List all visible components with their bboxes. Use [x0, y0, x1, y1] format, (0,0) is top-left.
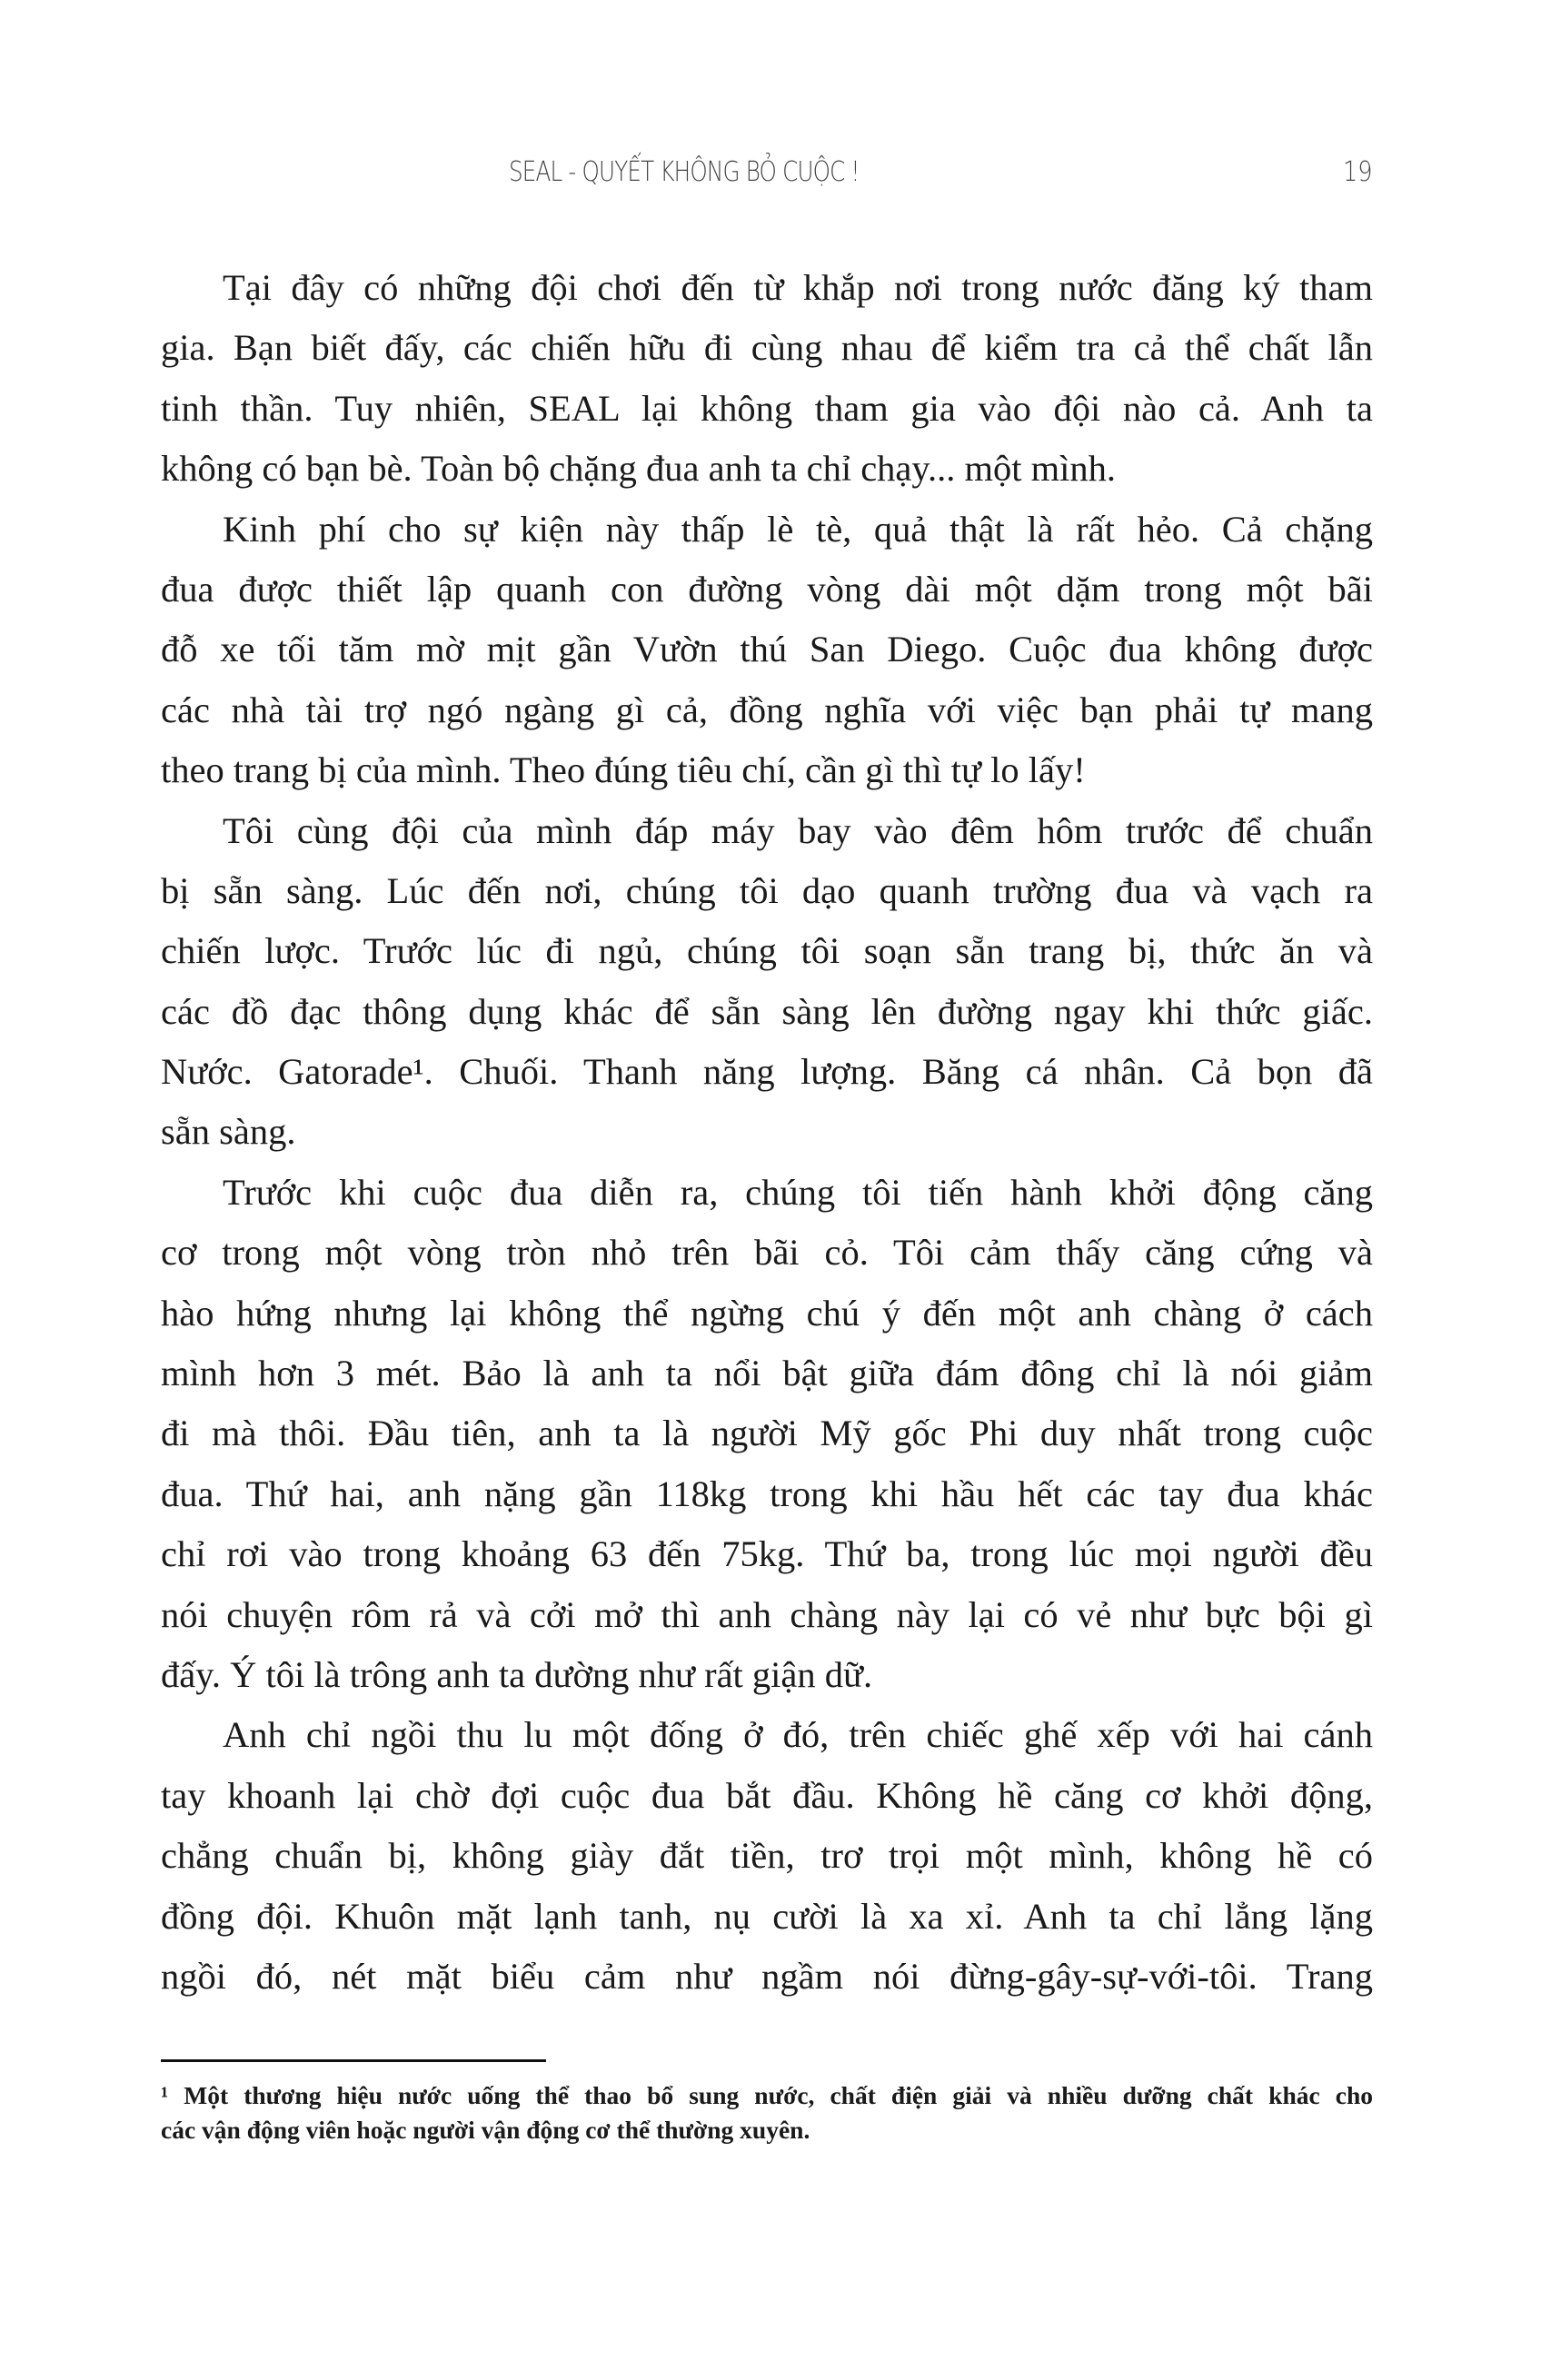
text-line: tay khoanh lại chờ đợi cuộc đua bắt đầu. Không hề căng cơ khởi động,	[161, 1774, 1373, 1816]
text-line: ngồi đó, nét mặt biểu cảm như ngầm nói đừng-gây-sự-với-tôi. Trang	[161, 1955, 1373, 1997]
footnote	[161, 2078, 1373, 2147]
text-line: theo trang bị của mình. Theo đúng tiêu chí, cần gì thì tự lo lấy!	[161, 749, 1086, 791]
paragraph	[161, 1163, 1373, 1706]
text-line: đồng đội. Khuôn mặt lạnh tanh, nụ cười là xa xỉ. Anh ta chỉ lẳng lặng	[161, 1895, 1373, 1937]
paragraph	[161, 801, 1373, 1163]
text-line: bị sẵn sàng. Lúc đến nơi, chúng tôi dạo quanh trường đua và vạch ra	[161, 869, 1373, 911]
text-line: chẳng chuẩn bị, không giày đắt tiền, trơ trọi một mình, không hề có	[161, 1835, 1373, 1877]
text-line: Tại đây có những đội chơi đến từ khắp nơi trong nước đăng ký tham	[223, 267, 1373, 308]
text-line: Tôi cùng đội của mình đáp máy bay vào đêm hôm trước để chuẩn	[223, 809, 1373, 851]
text-line: đấy. Ý tôi là trông anh ta dường như rất giận dữ.	[161, 1653, 873, 1695]
text-line: mình hơn 3 mét. Bảo là anh ta nổi bật giữa đám đông chỉ là nói giảm	[161, 1353, 1373, 1394]
text-line: các nhà tài trợ ngó ngàng gì cả, đồng nghĩa với việc bạn phải tự mang	[161, 689, 1373, 730]
page-number: 19	[1343, 156, 1373, 188]
text-line: gia. Bạn biết đấy, các chiến hữu đi cùng nhau để kiểm tra cả thể chất lẫn	[161, 327, 1373, 369]
text-line: sẵn sàng.	[161, 1111, 296, 1153]
text-line: cơ trong một vòng tròn nhỏ trên bãi cỏ. Tôi cảm thấy căng cứng và	[161, 1232, 1373, 1274]
text-line: chiến lược. Trước lúc đi ngủ, chúng tôi soạn sẵn trang bị, thức ăn và	[161, 930, 1373, 972]
text-line: hào hứng nhưng lại không thể ngừng chú ý đến một anh chàng ở cách	[161, 1292, 1373, 1334]
text-line: Kinh phí cho sự kiện này thấp lè tè, quả thật là rất hẻo. Cả chặng	[223, 508, 1373, 550]
text-line: Trước khi cuộc đua diễn ra, chúng tôi tiến hành khởi động căng	[223, 1171, 1373, 1213]
paragraph	[161, 258, 1373, 500]
text-line: Nước. Gatorade¹. Chuối. Thanh năng lượng. Băng cá nhân. Cả bọn đã	[161, 1051, 1373, 1093]
body-text	[161, 258, 1373, 2007]
running-title: SEAL - QUYẾT KHÔNG BỎ CUỘC !	[509, 156, 860, 188]
text-line: đua. Thứ hai, anh nặng gần 118kg trong khi hầu hết các tay đua khác	[161, 1473, 1373, 1514]
text-line: không có bạn bè. Toàn bộ chặng đua anh ta chỉ chạy... một mình.	[161, 448, 1117, 490]
text-line: các đồ đạc thông dụng khác để sẵn sàng lên đường ngay khi thức giấc.	[161, 990, 1373, 1032]
text-line: nói chuyện rôm rả và cởi mở thì anh chàng này lại có vẻ như bực bội gì	[161, 1593, 1373, 1635]
paragraph	[161, 1705, 1373, 2007]
text-line: đỗ xe tối tăm mờ mịt gần Vườn thú San Diego. Cuộc đua không được	[161, 629, 1373, 670]
paragraph	[161, 500, 1373, 801]
footnote-divider	[161, 2059, 546, 2062]
footnote-line: ¹ Một thương hiệu nước uống thể thao bổ sung nước, chất điện giải và nhiều dưỡng chất khác cho	[161, 2081, 1373, 2109]
text-line: Anh chỉ ngồi thu lu một đống ở đó, trên chiếc ghế xếp với hai cánh	[223, 1714, 1373, 1756]
footnote-line: các vận động viên hoặc người vận động cơ thể thường xuyên.	[161, 2116, 810, 2144]
text-line: tinh thần. Tuy nhiên, SEAL lại không tham gia vào đội nào cả. Anh ta	[161, 387, 1373, 429]
text-line: chỉ rơi vào trong khoảng 63 đến 75kg. Thứ ba, trong lúc mọi người đều	[161, 1533, 1373, 1575]
text-line: đua được thiết lập quanh con đường vòng dài một dặm trong một bãi	[161, 568, 1373, 610]
text-line: đi mà thôi. Đầu tiên, anh ta là người Mỹ gốc Phi duy nhất trong cuộc	[161, 1413, 1373, 1454]
page-header	[0, 153, 1541, 198]
